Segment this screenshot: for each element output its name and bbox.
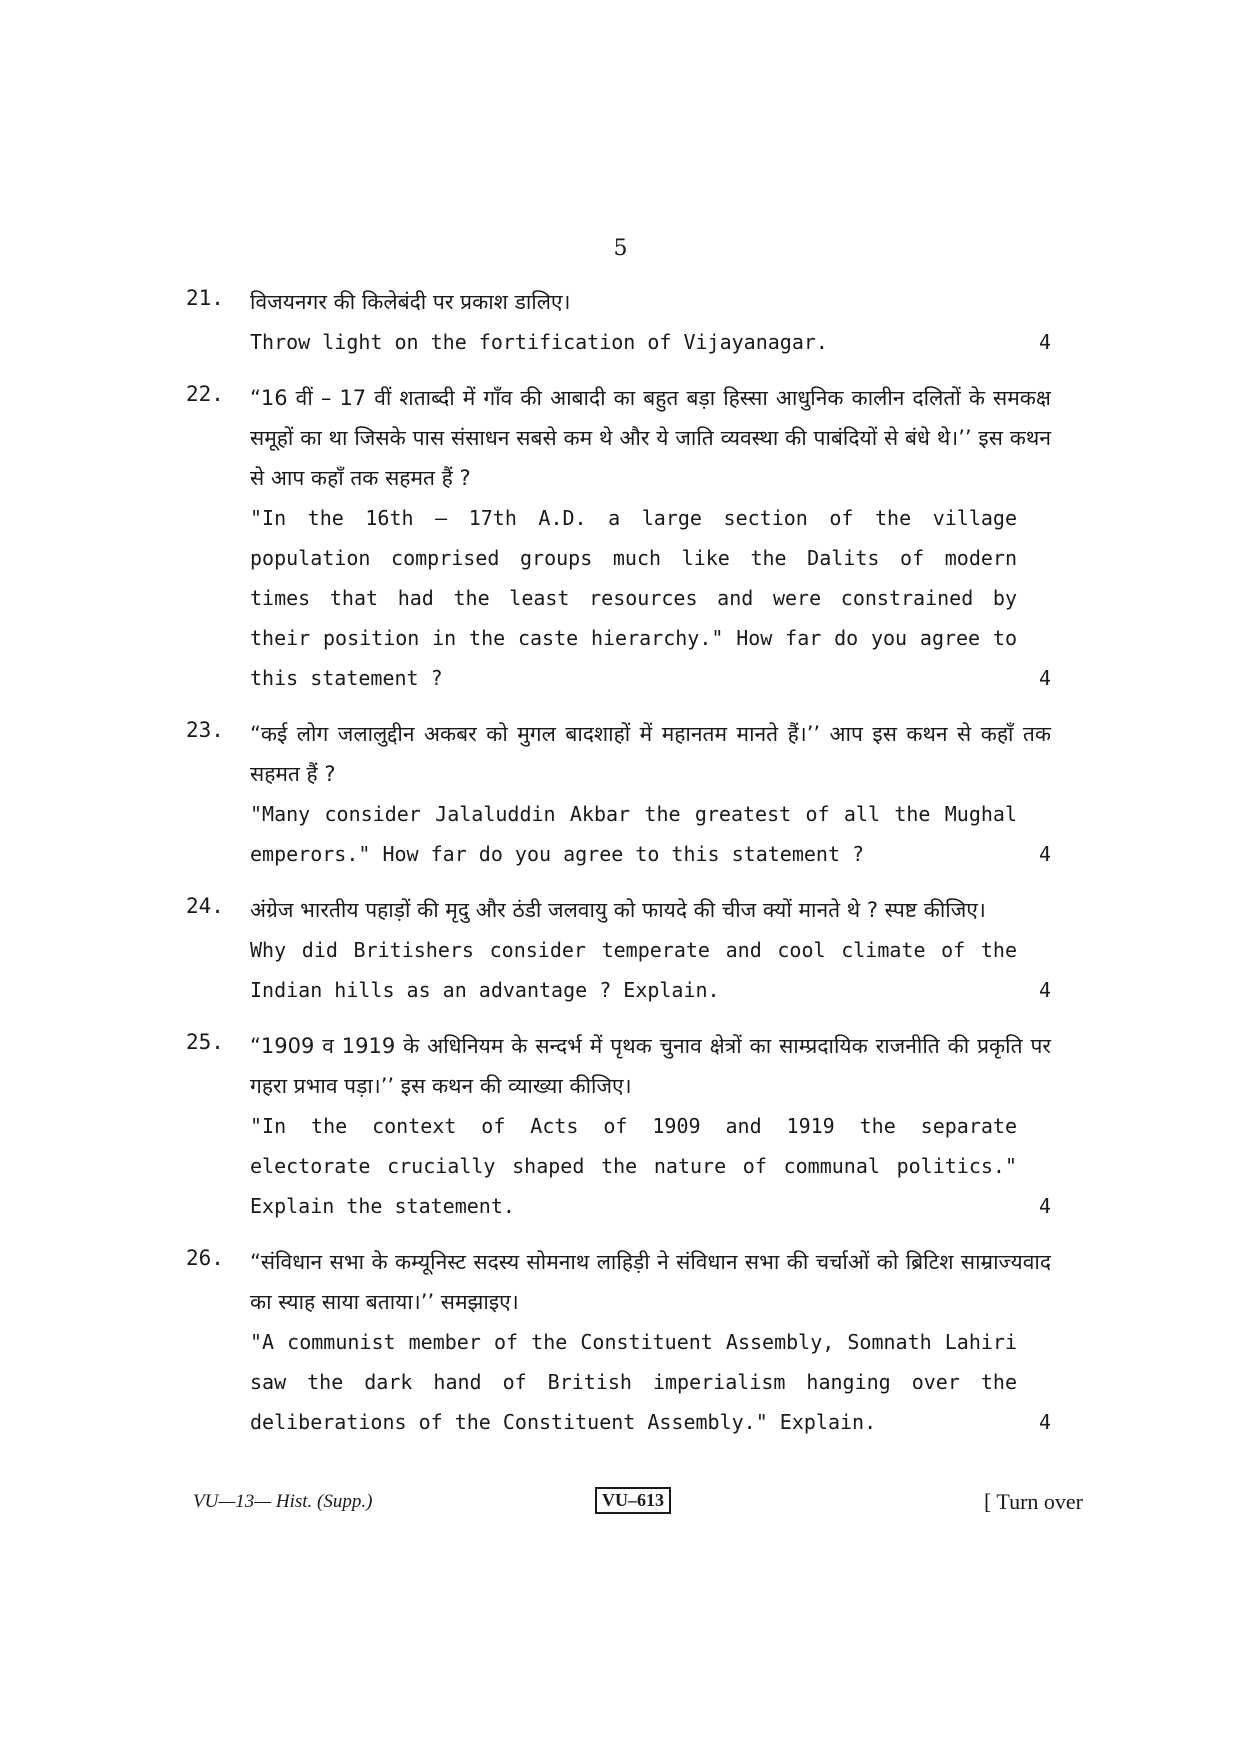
question-text-english: [250, 930, 1051, 1010]
question-number: 25.: [186, 1030, 224, 1054]
question-number: 21.: [186, 286, 224, 310]
series-code-box: VU–613: [595, 1487, 671, 1514]
question-text-hindi: अंग्रेज भारतीय पहाड़ों की मृदु और ठंडी जलवायु को फायदे की चीज क्यों मानते थे ? स्पष्ट कीजिए।: [250, 898, 986, 922]
turn-over-note: [ Turn over: [983, 1489, 1083, 1514]
question-text-hindi: विजयनगर की किलेबंदी पर प्रकाश डालिए।: [250, 290, 571, 314]
english-text: Why did Britishers consider temperate and cool climate of the Indian hills as an advantage ? Explain.: [250, 938, 1017, 1002]
marks: 4: [1038, 1194, 1051, 1218]
page-footer: [193, 1487, 1083, 1521]
english-text: "In the context of Acts of 1909 and 1919 the separate electorate crucially shaped the nature of communal politics." Explain the statement.: [250, 1114, 1017, 1218]
question-21: [186, 282, 1051, 362]
marks: 4: [1038, 666, 1051, 690]
english-text: "A communist member of the Constituent Assembly, Somnath Lahiri saw the dark hand of British imperialism hanging over the deliberations of the Constituent Assembly." Explain.: [250, 1330, 1017, 1434]
paper-code: VU—13— Hist. (Supp.): [193, 1491, 373, 1512]
question-text-english: [250, 498, 1051, 698]
question-text-english: [250, 1322, 1051, 1442]
marks: 4: [1038, 978, 1051, 1002]
question-number: 26.: [186, 1246, 224, 1270]
marks: 4: [1038, 1410, 1051, 1434]
question-number: 24.: [186, 894, 224, 918]
question-number: 22.: [186, 382, 224, 406]
question-text-english: [250, 794, 1051, 874]
question-24: [186, 890, 1051, 1010]
question-text-hindi: “1909 व 1919 के अधिनियम के सन्दर्भ में पृथक चुनाव क्षेत्रों का साम्प्रदायिक राजनीति की प्रकृति पर गहरा प्रभाव पड़ा।’’ इस कथन की व्याख्या कीजिए।: [250, 1034, 1051, 1098]
english-text: "Many consider Jalaluddin Akbar the greatest of all the Mughal emperors." How far do you agree to this statement ?: [250, 802, 1017, 866]
english-text: "In the 16th – 17th A.D. a large section of the village population comprised groups much like the Dalits of modern times that had the least resources and were constrained by their position in the caste hierarchy." How far do you agree to this statement ?: [250, 506, 1017, 690]
question-22: [186, 378, 1051, 698]
question-number: 23.: [186, 718, 224, 742]
marks: 4: [1038, 330, 1051, 354]
question-23: [186, 714, 1051, 874]
question-list: [186, 282, 1051, 1458]
page-number: 5: [613, 236, 628, 261]
english-text: Throw light on the fortification of Vijayanagar.: [250, 330, 828, 354]
question-text-hindi: “संविधान सभा के कम्यूनिस्ट सदस्य सोमनाथ लाहिड़ी ने संविधान सभा की चर्चाओं को ब्रिटिश साम्राज्यवाद का स्याह साया बताया।’’ समझाइए।: [250, 1250, 1051, 1314]
question-25: [186, 1026, 1051, 1226]
marks: 4: [1038, 842, 1051, 866]
question-text-english: [250, 322, 1051, 362]
question-text-hindi: “कई लोग जलालुद्दीन अकबर को मुगल बादशाहों में महानतम मानते हैं।’’ आप इस कथन से कहाँ तक सहमत हैं ?: [250, 722, 1051, 786]
question-text-english: [250, 1106, 1051, 1226]
question-text-hindi: “16 वीं – 17 वीं शताब्दी में गाँव की आबादी का बहुत बड़ा हिस्सा आधुनिक कालीन दलितों के समकक्ष समूहों का था जिसके पास संसाधन सबसे कम थे और ये जाति व्यवस्था की पाबंदियों से बंधे थे।’’ इस कथन से आप कहाँ तक सहमत हैं ?: [250, 386, 1051, 490]
question-26: [186, 1242, 1051, 1442]
